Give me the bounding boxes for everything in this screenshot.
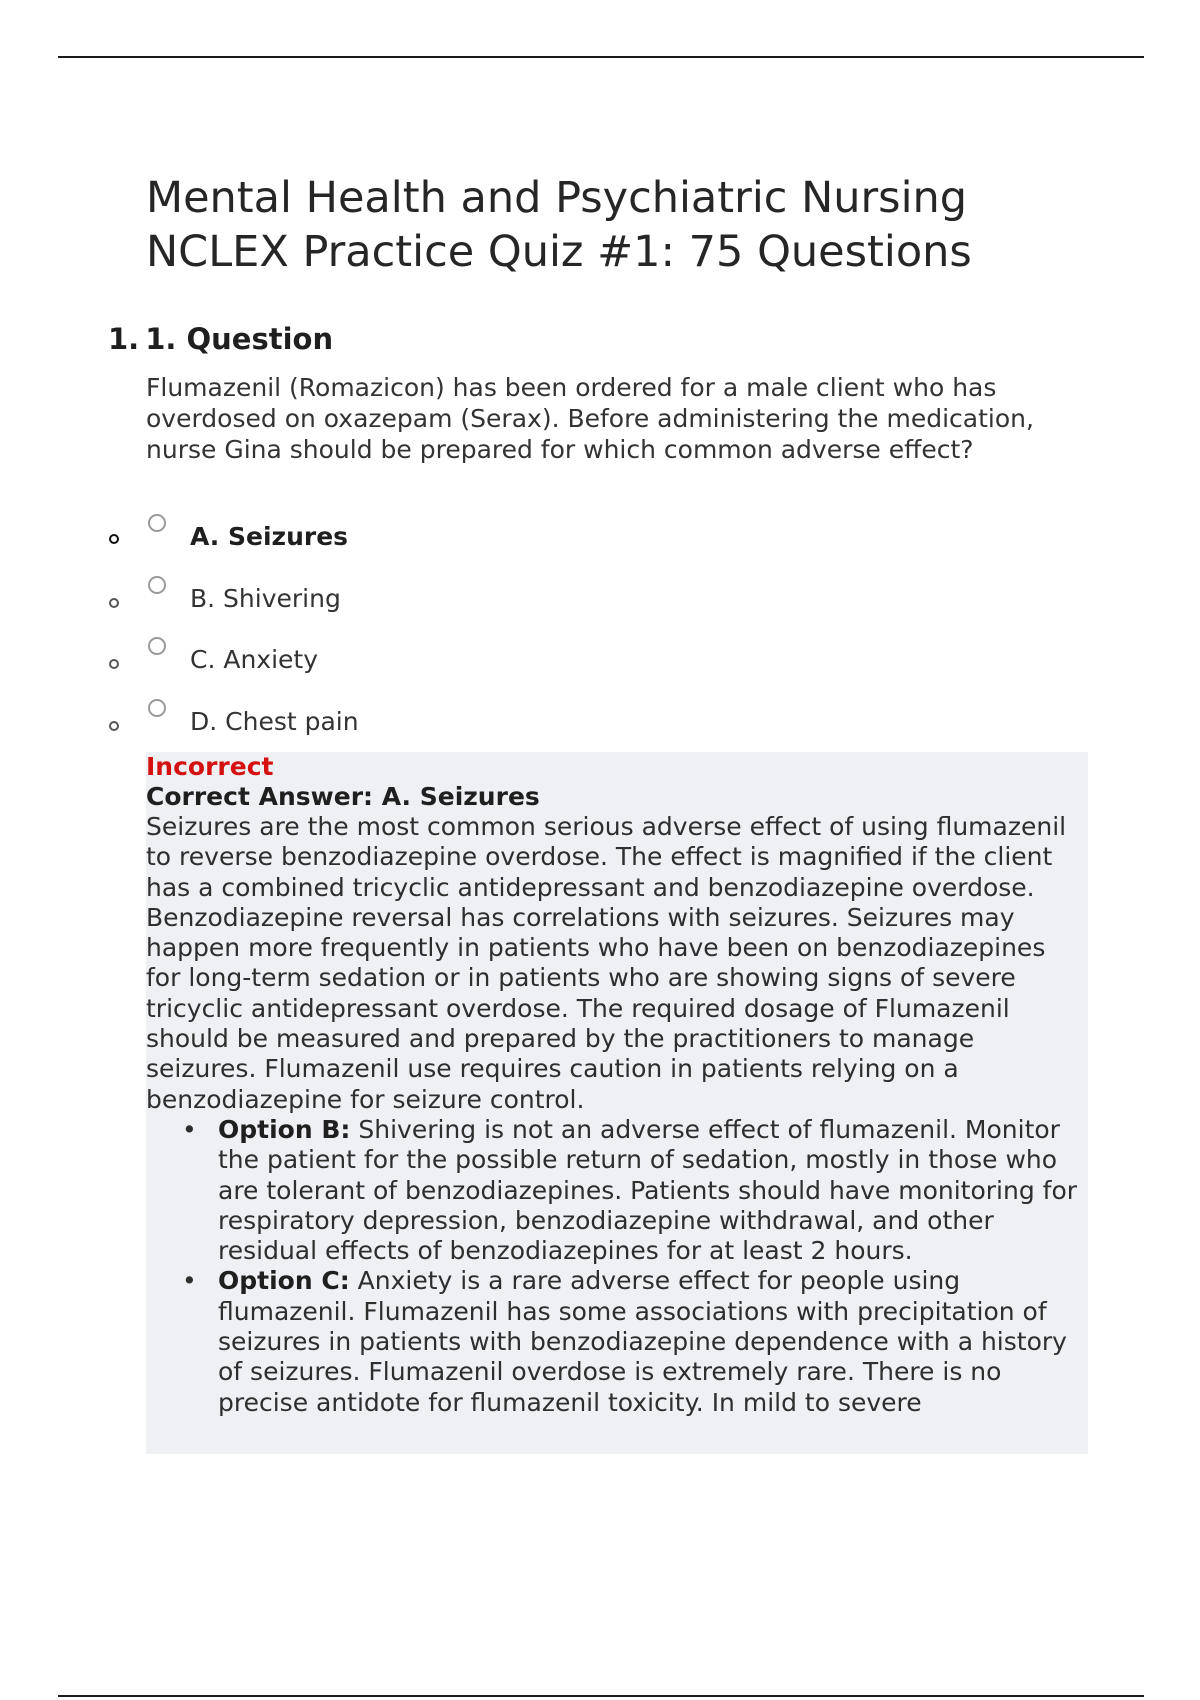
- answer-option-a[interactable]: [0, 510, 1200, 560]
- option-rationale: Anxiety is a rare adverse effect for people using flumazenil. Flumazenil has some associations with precipitation of seizures in patients with benzodiazepine dependence with a history of seizures. Flumazenil overdose is extremely rare. There is no precise antidote for flumazenil toxicity. In mild to severe: [218, 1266, 1067, 1417]
- explanation-paragraph: Seizures are the most common serious adverse effect of using flumazenil to reverse benzodiazepine overdose. The effect is magnified if the client has a combined tricyclic antidepressant and benzodiazepine overdose. Benzodiazepine reversal has correlations with seizures. Seizures may happen more frequently in patients who have been on benzodiazepines for long-term sedation or in patients who are showing signs of severe tricyclic antidepressant overdose. The required dosage of Flumazenil should be measured and prepared by the practitioners to manage seizures. Flumazenil use requires caution in patients relying on a benzodiazepine for seizure control.: [146, 812, 1067, 1114]
- answer-explanation: [146, 752, 1088, 1454]
- radio-icon[interactable]: [148, 699, 166, 717]
- question-heading: [108, 322, 333, 356]
- option-label: A. Seizures: [190, 522, 349, 551]
- option-label: C. Anxiety: [190, 645, 319, 674]
- result-status: Incorrect: [146, 752, 274, 781]
- bullet-icon: •: [182, 1115, 197, 1144]
- page-title: Mental Health and Psychiatric Nursing NCLEX Practice Quiz #1: 75 Questions: [146, 172, 972, 277]
- list-bullet-icon: [109, 659, 119, 669]
- radio-icon[interactable]: [148, 637, 166, 655]
- bottom-rule: [58, 1695, 1144, 1697]
- rationale-list: [182, 1115, 1088, 1418]
- question-number: 1.: [108, 322, 140, 356]
- option-label: D. Chest pain: [190, 707, 359, 736]
- radio-icon[interactable]: [148, 576, 166, 594]
- option-term: Option B:: [218, 1115, 351, 1144]
- list-bullet-icon: [109, 721, 119, 731]
- option-term: Option C:: [218, 1266, 350, 1296]
- option-rationale: Shivering is not an adverse effect of flumazenil. Monitor the patient for the possible return of sedation, mostly in those who are tolerant of benzodiazepines. Patients should have monitoring for respiratory depression, benzodiazepine withdrawal, and other residual effects of benzodiazepines for at least 2 hours.: [218, 1115, 1078, 1266]
- question-text: Flumazenil (Romazicon) has been ordered for a male client who has overdosed on oxazepam (Serax). Before administering the medication, nurse Gina should be prepared for which common adverse effect?: [146, 373, 1034, 464]
- radio-icon[interactable]: [148, 514, 166, 532]
- answer-option-c[interactable]: [0, 633, 1200, 683]
- list-bullet-icon: [109, 534, 119, 544]
- list-item: [182, 1115, 1088, 1266]
- top-rule: [58, 56, 1144, 58]
- bullet-icon: •: [182, 1266, 197, 1296]
- correct-answer: Correct Answer: A. Seizures: [146, 782, 540, 811]
- option-label: B. Shivering: [190, 584, 341, 613]
- list-bullet-icon: [109, 598, 119, 608]
- answer-option-b[interactable]: [0, 572, 1200, 622]
- list-item: [182, 1266, 1088, 1417]
- question-heading-text: 1. Question: [145, 322, 334, 356]
- answer-option-d[interactable]: [0, 695, 1200, 745]
